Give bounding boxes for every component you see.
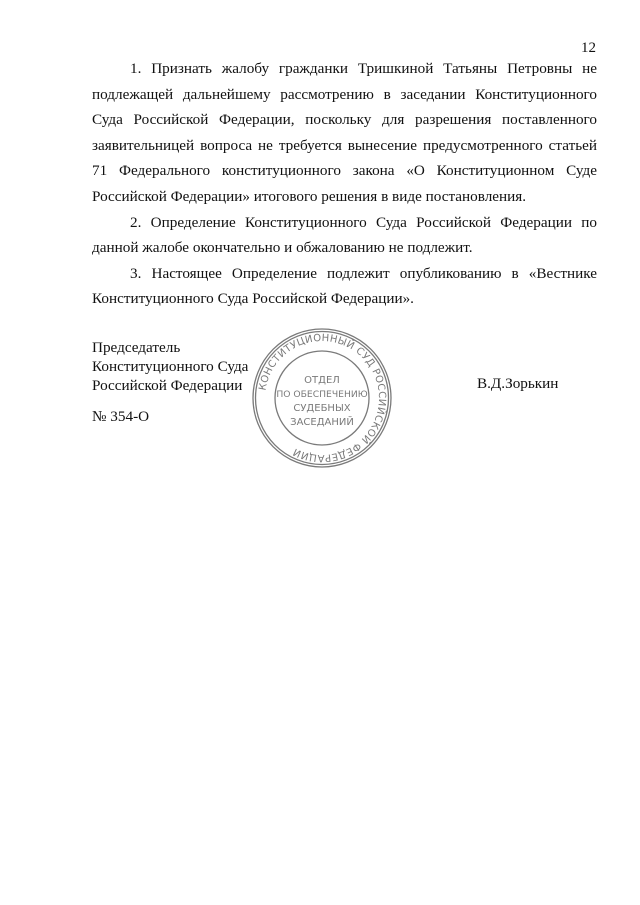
paragraph-3: 3. Настоящее Определение подлежит опубликованию в «Вестнике Конституционного Суда Российской Федерации». [92,264,597,308]
document-body [92,56,597,312]
signatory-title-line: Российской Федерации [92,377,243,394]
document-number: № 354-О [92,408,150,425]
seal-center-line: СУДЕБНЫХ [293,403,351,414]
signer-name: В.Д.Зорькин [477,375,559,392]
paragraph-2: 2. Определение Конституционного Суда Российской Федерации по данной жалобе окончательно и обжалованию не подлежит. [92,213,597,257]
signatory-title-line: Конституционного Суда [92,358,249,375]
paragraph-1: 1. Признать жалобу гражданки Тришкиной Татьяны Петровны не подлежащей дальнейшему рассмотрению в заседании Конституционного Суда Российской Федерации, поскольку для разрешения поставленного заявительницей вопроса не требуется вынесение предусмотренного статьей 71 Федерального конституционного закона «О Конституционном Суде Российской Федерации» итогового решения в виде постановления. [92,60,597,205]
page-number: 12 [581,40,596,56]
seal-ring-text: КОНСТИТУЦИОННЫЙ СУД РОССИЙСКОЙ ФЕДЕРАЦИИ [257,332,388,464]
official-seal [251,327,393,469]
seal-center-line: ОТДЕЛ [304,375,340,386]
seal-center-line: ЗАСЕДАНИЙ [290,417,354,428]
seal-center-line: ПО ОБЕСПЕЧЕНИЮ [276,389,368,400]
signatory-title-line: Председатель [92,339,181,356]
signatory-title [92,338,248,395]
